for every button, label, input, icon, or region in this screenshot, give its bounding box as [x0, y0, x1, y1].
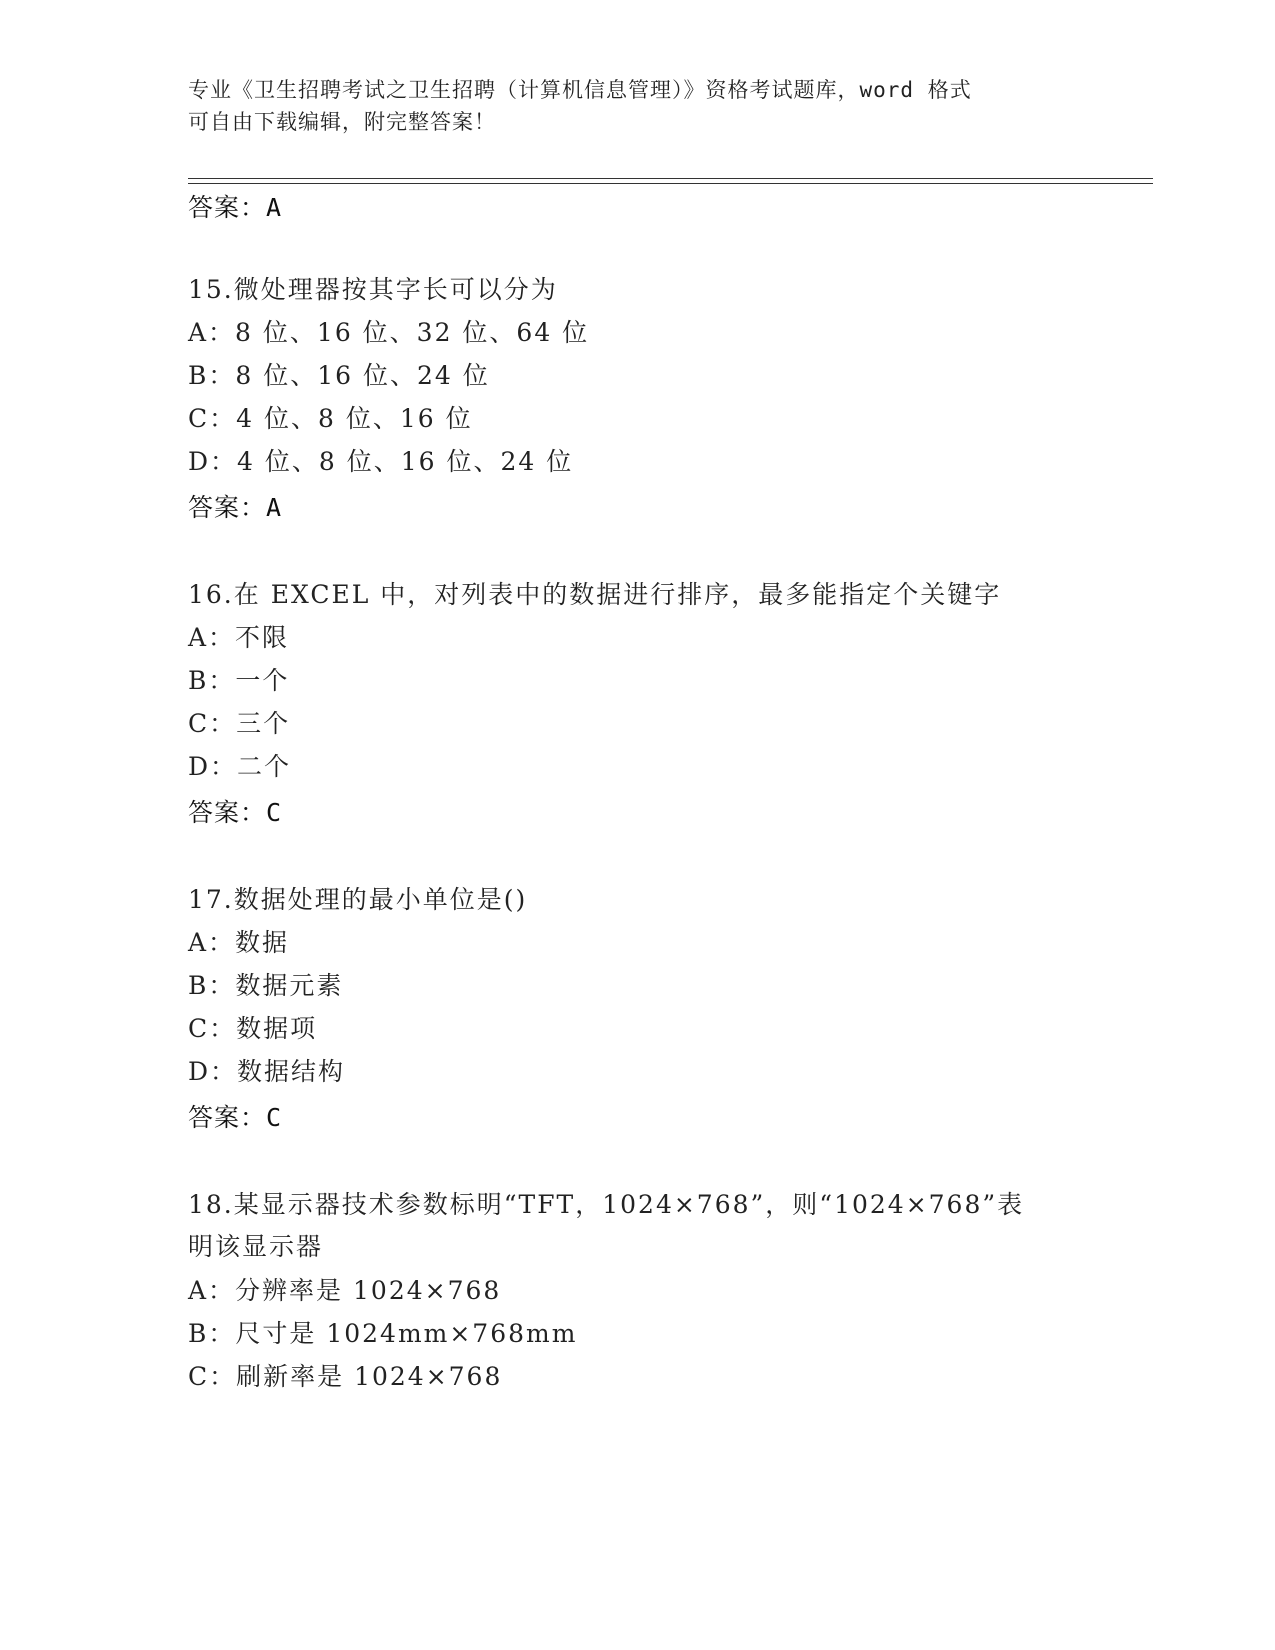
question-16-stem: 16.在 EXCEL 中，对列表中的数据进行排序，最多能指定个关键字: [188, 580, 1002, 609]
question-17-option-d: D：数据结构: [188, 1057, 346, 1086]
question-16-option-d: D：二个: [188, 752, 292, 781]
page-header: [188, 74, 1088, 138]
question-18-option-b: B：尺寸是 1024mm×768mm: [188, 1319, 578, 1348]
question-15-answer: 答案：A: [188, 493, 283, 522]
header-line-1: 专业《卫生招聘考试之卫生招聘（计算机信息管理）》资格考试题库，word 格式: [188, 78, 972, 102]
answer-previous: 答案：A: [188, 193, 283, 222]
question-15-option-a: A：8 位、16 位、32 位、64 位: [188, 318, 590, 347]
question-17-option-b: B：数据元素: [188, 971, 344, 1000]
question-16-option-c: C：三个: [188, 709, 291, 738]
question-16-option-b: B：一个: [188, 666, 290, 695]
header-divider-bottom: [188, 183, 1153, 184]
question-17-option-c: C：数据项: [188, 1014, 318, 1043]
header-divider-top: [188, 178, 1153, 179]
question-15-option-c: C：4 位、8 位、16 位: [188, 404, 473, 433]
question-17-answer: 答案：C: [188, 1103, 283, 1132]
question-16-answer: 答案：C: [188, 798, 283, 827]
header-line-2: 可自由下载编辑，附完整答案！: [188, 110, 496, 134]
question-17-option-a: A：数据: [188, 928, 290, 957]
question-16-option-a: A：不限: [188, 623, 290, 652]
question-17-stem: 17.数据处理的最小单位是(): [188, 885, 528, 914]
question-18-stem-line-2: 明该显示器: [188, 1232, 324, 1261]
question-15-option-d: D：4 位、8 位、16 位、24 位: [188, 447, 574, 476]
question-15-option-b: B：8 位、16 位、24 位: [188, 361, 490, 390]
question-18-option-c: C：刷新率是 1024×768: [188, 1362, 503, 1391]
question-18-option-a: A：分辨率是 1024×768: [188, 1276, 502, 1305]
question-15-stem: 15.微处理器按其字长可以分为: [188, 275, 558, 304]
question-18-stem-line-1: 18.某显示器技术参数标明“TFT，1024×768”，则“1024×768”表: [188, 1190, 1025, 1219]
